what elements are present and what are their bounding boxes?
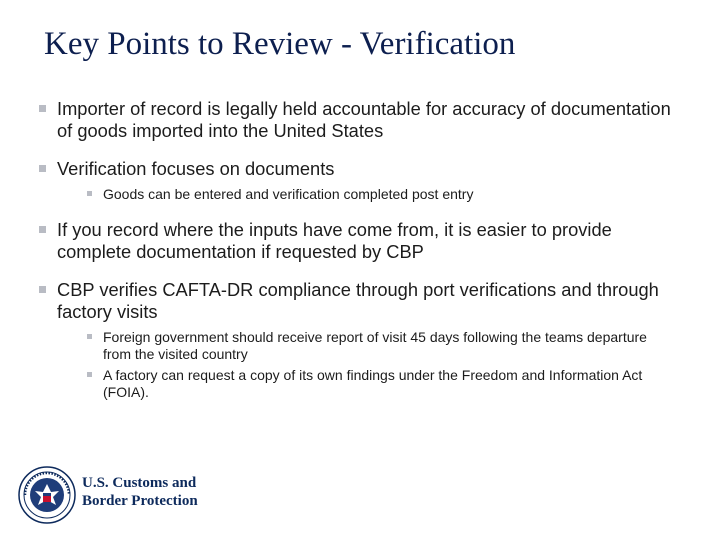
bullet-item <box>38 158 678 203</box>
dhs-seal-icon <box>18 466 76 524</box>
sub-bullet-text: A factory can request a copy of its own findings under the Freedom and Information Act (FOIA). <box>103 367 643 400</box>
bullet-item <box>38 98 678 142</box>
bullet-square-icon <box>39 226 46 233</box>
bullet-square-icon <box>39 286 46 293</box>
bullet-text: If you record where the inputs have come from, it is easier to provide complete documentation if requested by CBP <box>57 219 612 262</box>
sub-bullet-text: Goods can be entered and verification completed post entry <box>103 186 474 202</box>
sub-bullet-square-icon <box>87 372 92 377</box>
sub-bullet-text: Foreign government should receive report of visit 45 days following the teams departure from the visited country <box>103 329 647 362</box>
bullet-list <box>38 98 678 417</box>
bullet-text: Verification focuses on documents <box>57 158 335 179</box>
cbp-logo <box>18 466 218 528</box>
bullet-text: Importer of record is legally held accountable for accuracy of documentation of goods imported into the United States <box>57 98 671 141</box>
bullet-square-icon <box>39 105 46 112</box>
bullet-item <box>38 219 678 263</box>
slide-title: Key Points to Review - Verification <box>44 26 516 62</box>
bullet-item <box>38 279 678 401</box>
sub-bullet-square-icon <box>87 191 92 196</box>
sub-bullet-item <box>57 329 678 363</box>
agency-name-line1: U.S. Customs and <box>82 475 197 491</box>
sub-bullet-item <box>57 186 678 203</box>
agency-name-line2: Border Protection <box>82 493 198 509</box>
sub-bullet-square-icon <box>87 334 92 339</box>
bullet-square-icon <box>39 165 46 172</box>
bullet-text: CBP verifies CAFTA-DR compliance through port verifications and through factory visits <box>57 279 659 322</box>
sub-bullet-item <box>57 367 678 401</box>
agency-name <box>82 474 198 510</box>
